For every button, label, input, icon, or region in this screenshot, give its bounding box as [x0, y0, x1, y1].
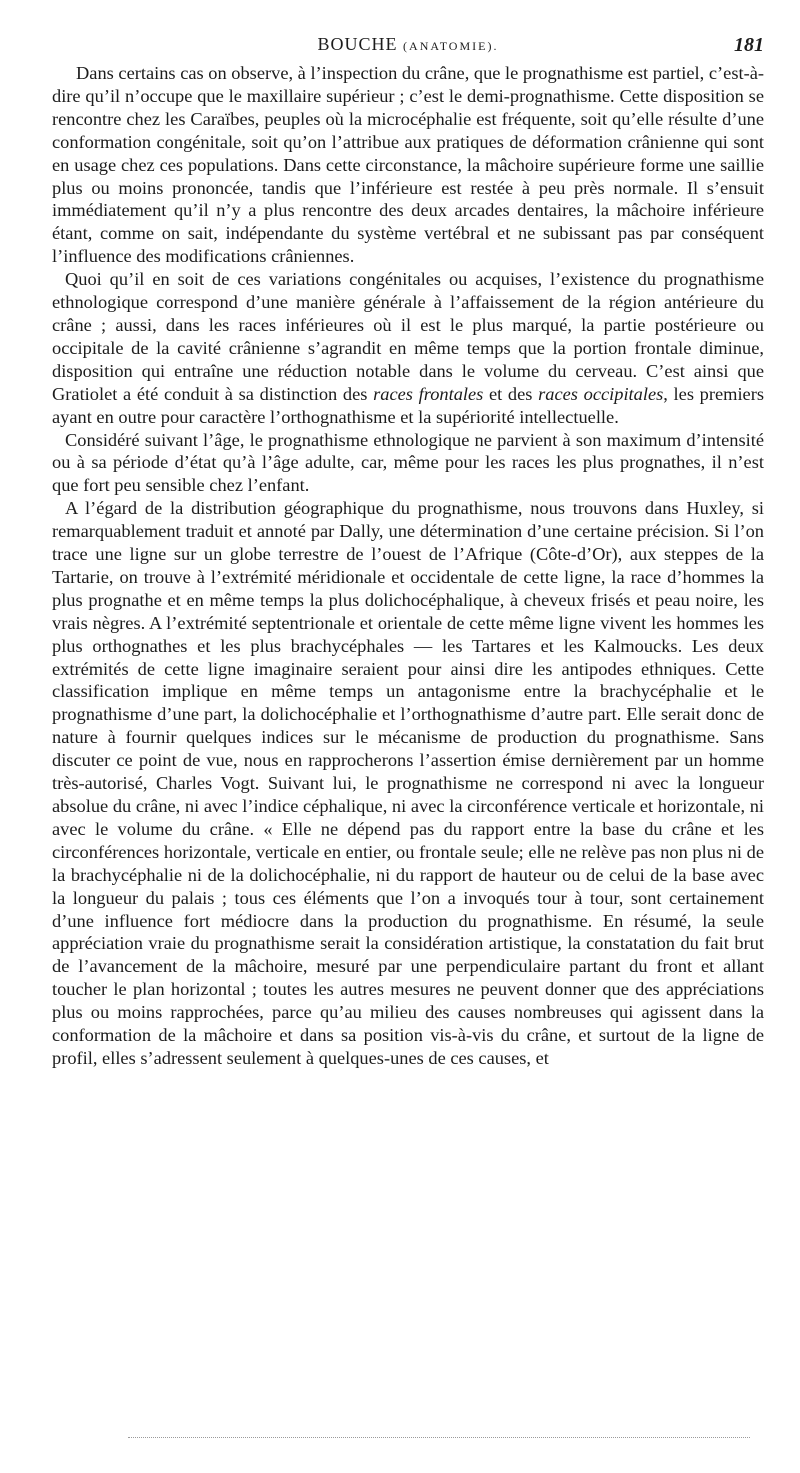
- running-title-subject: (ANATOMIE).: [403, 39, 499, 53]
- running-title-main: BOUCHE: [317, 34, 398, 54]
- paragraph-1-text: Dans certains cas on observe, à l’inspection du crâne, que le prognathisme est partiel, c’est-à-dire qu’il n’occupe que le maxillaire supérieur ; c’est le demi-prognathisme. Cette disposition se rencontre chez les Caraïbes, peuples où la microcéphalie est fréquente, soit qu’elle résulte d’une conformation congénitale, soit qu’on l’attribue aux pratiques de déformation crânienne qui sont en usage chez ces populations. Dans cette circonstance, la mâchoire supérieure forme une saillie plus ou moins prononcée, tandis que l’inférieure est restée à peu près normale. Il s’ensuit immédiatement qu’il n’y a plus rencontre des deux arcades dentaires, la mâchoire inférieure étant, comme on sait, indépendante du système vertébral et ne subissant pas par conséquent l’influence des modifications crâniennes.: [52, 63, 764, 267]
- page-number: 181: [734, 34, 764, 56]
- paragraph-4: [52, 497, 764, 1070]
- paragraph-2-text-c: , les premiers ayant en outre pour caractère l’orthognathisme et la supériorité intellectuelle.: [52, 383, 764, 427]
- paragraph-2-text-b: et des: [483, 383, 539, 404]
- paragraph-2-italic-1: races frontales: [373, 383, 484, 404]
- paragraph-4-text: A l’égard de la distribution géographique du prognathisme, nous trouvons dans Huxley, si remarquablement traduit et annoté par Dally, une détermination d’une certaine précision. Si l’on trace une ligne sur un globe terrestre de l’ouest de l’Afrique (Côte-d’Or), aux steppes de la Tartarie, on trouve à l’extrémité méridionale et occidentale de cette ligne, la race d’hommes la plus prognathe et en même temps la plus dolichocéphalique, à cheveux frisés et peau noire, les vrais nègres. A l’extrémité septentrionale et orientale de cette même ligne vivent les hommes les plus orthognathes et les plus brachycéphales — les Tartares et les Kalmoucks. Les deux extrémités de cette ligne imaginaire seraient pour ainsi dire les antipodes ethniques. Cette classification implique en même temps un antagonisme entre la brachycéphalie et le prognathisme d’une part, la dolichocéphalie et l’orthognathisme d’autre part. Elle serait donc de nature à fournir quelques indices sur le mécanisme de production du prognathisme. Sans discuter ce point de vue, nous en rapprocherons l’assertion émise dernièrement par un homme très-autorisé, Charles Vogt. Suivant lui, le prognathisme ne correspond ni avec la longueur absolue du crâne, ni avec l’indice céphalique, ni avec la circonférence verticale et horizontale, ni avec le volume du crâne. « Elle ne dépend pas du rapport entre la base du crâne et les circonférences horizontale, verticale en entier, ou frontale seule; elle ne relève pas non plus ni de la brachycéphalie ni de la dolichocéphalie, ni du rapport de hauteur ou de celui de la base avec la longueur du palais ; tous ces éléments que l’on a invoqués tour à tour, sont certainement d’une influence fort médiocre dans la production du prognathisme. En résumé, la seule appréciation vraie du prognathisme serait la considération artistique, la constatation du fait brut de l’avancement de la mâchoire, mesuré par une perpendiculaire partant du front et allant toucher le plan horizontal ; toutes les autres mesures ne peuvent donner que des appréciations plus ou moins rapprochées, parce qu’au milieu des causes nombreuses qui agissent dans la conformation de la mâchoire et dans sa position vis-à-vis du crâne, et surtout de la ligne de profil, elles s’adressent seulement à quelques-unes de ces causes, et: [52, 498, 764, 1068]
- footer-rule: [128, 1437, 750, 1438]
- paragraph-2-text-a: Quoi qu’il en soit de ces variations congénitales ou acquises, l’existence du prognathisme ethnologique correspond d’une manière générale à l’affaissement de la région antérieure du crâne ; aussi, dans les races inférieures où il est le plus marqué, la partie postérieure ou occipitale de la cavité crânienne s’agrandit en même temps que la portion frontale diminue, disposition qui entraîne une réduction notable dans le volume du cerveau. C’est ainsi que Gratiolet a été conduit à sa distinction des: [52, 269, 764, 404]
- paragraph-2: [52, 268, 764, 428]
- paragraph-2-italic-2: races occipitales: [538, 383, 664, 404]
- body-text: [52, 62, 764, 1070]
- running-header: [52, 34, 764, 58]
- paragraph-1: [52, 62, 764, 268]
- paragraph-3: [52, 429, 764, 498]
- running-title: [52, 34, 764, 55]
- paragraph-3-text: Considéré suivant l’âge, le prognathisme ethnologique ne parvient à son maximum d’intensité ou à sa période d’état qu’à l’âge adulte, car, même pour les races les plus prognathes, il n’est que fort peu sensible chez l’enfant.: [52, 429, 764, 496]
